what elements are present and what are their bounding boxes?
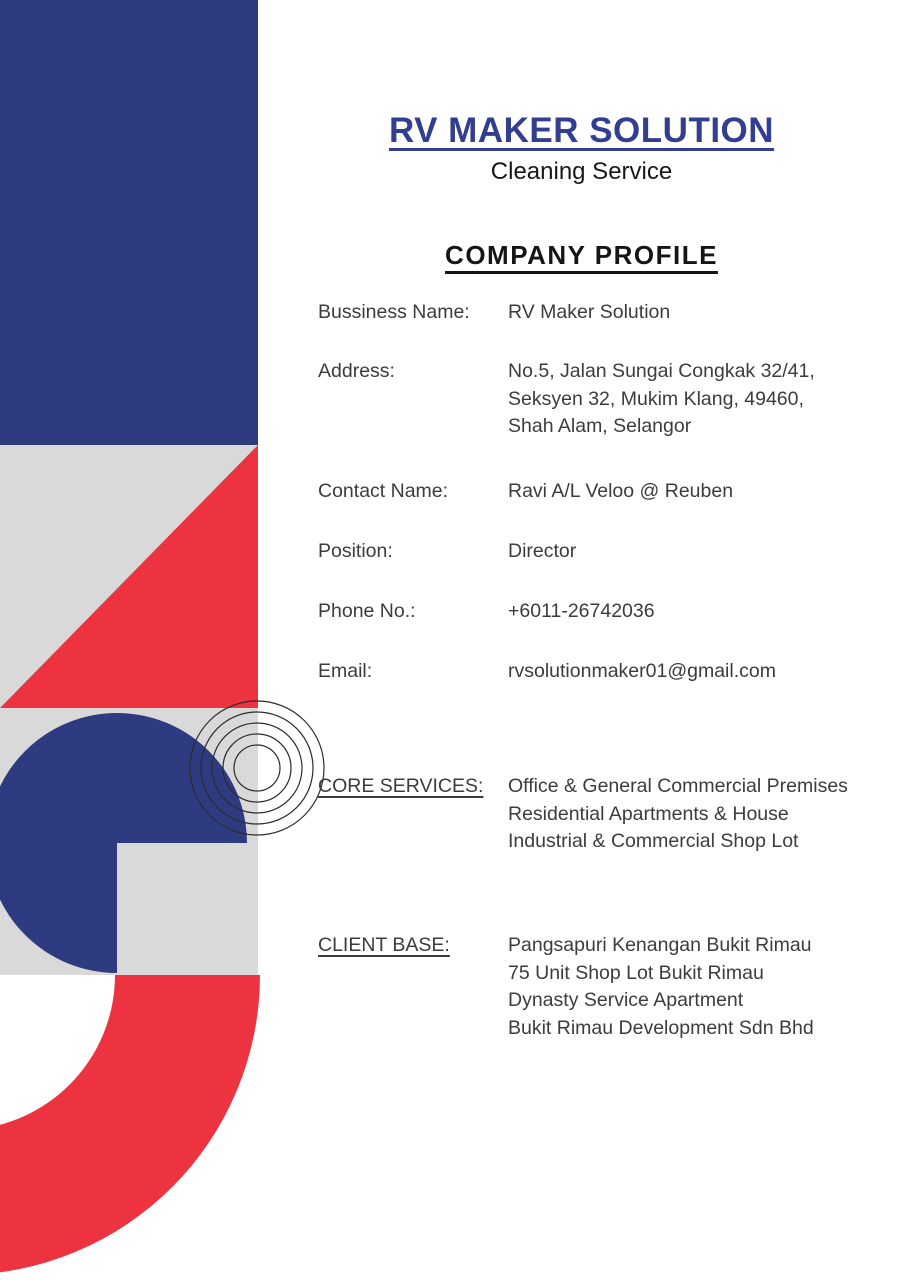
field-value-business-name: RV Maker Solution <box>508 301 671 323</box>
page-heading: COMPANY PROFILE <box>445 240 718 270</box>
client-base-label: CLIENT BASE: <box>318 934 450 956</box>
field-value-position: Director <box>508 540 577 562</box>
core-service-item-1: Office & General Commercial Premises <box>508 775 848 797</box>
field-label-business-name: Bussiness Name: <box>318 301 470 323</box>
client-base-item-4: Bukit Rimau Development Sdn Bhd <box>508 1016 814 1039</box>
core-services-label: CORE SERVICES: <box>318 775 484 797</box>
core-service-item-2: Residential Apartments & House <box>508 802 789 825</box>
core-service-item-3: Industrial & Commercial Shop Lot <box>508 830 799 852</box>
company-title: RV MAKER SOLUTION <box>388 111 775 150</box>
field-label-email: Email: <box>318 660 373 682</box>
field-label-position: Position: <box>318 540 393 562</box>
client-base-item-2: 75 Unit Shop Lot Bukit Rimau <box>508 961 764 984</box>
address-line-3: Shah Alam, Selangor <box>508 415 692 437</box>
field-label-phone: Phone No.: <box>318 600 416 622</box>
field-value-email: rvsolutionmaker01@gmail.com <box>508 660 776 682</box>
client-base-item-3: Dynasty Service Apartment <box>508 989 744 1011</box>
core-services-list <box>508 773 848 856</box>
address-line-2: Seksyen 32, Mukim Klang, 49460, <box>508 387 804 410</box>
field-value-address <box>508 358 815 441</box>
field-value-contact-name: Ravi A/L Veloo @ Reuben <box>508 480 734 502</box>
field-value-phone: +6011-26742036 <box>508 600 655 622</box>
client-base-item-1: Pangsapuri Kenangan Bukit Rimau <box>508 934 812 956</box>
field-label-contact-name: Contact Name: <box>318 480 449 502</box>
address-line-1: No.5, Jalan Sungai Congkak 32/41, <box>508 360 815 382</box>
client-base-list <box>508 932 814 1042</box>
company-subtitle: Cleaning Service <box>490 158 673 185</box>
field-label-address: Address: <box>318 360 395 382</box>
